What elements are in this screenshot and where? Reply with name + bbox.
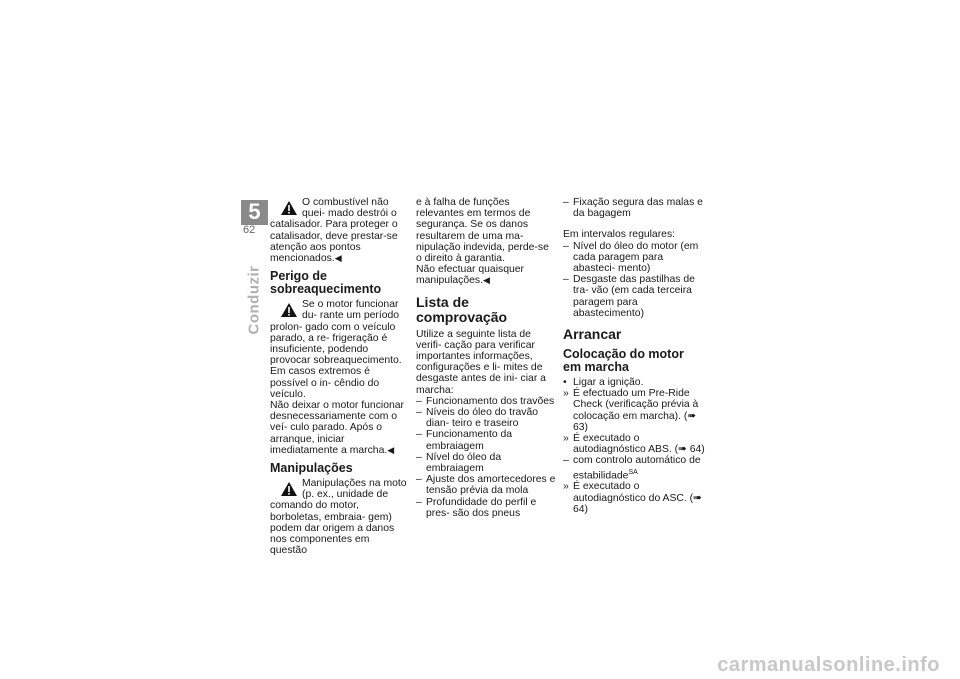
step-marker: »	[563, 481, 569, 493]
paragraph-overheating	[270, 299, 408, 400]
paragraph-no-manipulation	[416, 264, 556, 286]
paragraph-idle	[270, 400, 408, 456]
end-mark-icon: ◀	[334, 253, 342, 264]
checklist-continued	[563, 197, 705, 219]
watermark: carmanualsonline.info	[717, 653, 940, 676]
warning-icon	[280, 481, 298, 497]
text-lead: O combustível não quei-	[302, 197, 389, 220]
text-lead: Manipulações na moto (p.	[302, 478, 407, 501]
dash-marker: –	[563, 274, 569, 286]
list-text: Níveis do óleo do travão dian- teiro e traseiro	[426, 407, 539, 430]
list-text: Profundidade do perfil e pres- são dos pneus	[426, 496, 537, 519]
list-text: Funcionamento dos travões	[426, 395, 555, 407]
list-item	[416, 396, 556, 407]
step-marker: »	[563, 388, 569, 400]
list-item	[563, 274, 705, 319]
column-3	[563, 197, 705, 515]
dash-marker: –	[416, 395, 422, 407]
text-rest: ex., unidade de comando do motor, borboletas, embraia- gem) podem dar origem a danos nos componentes em questão	[270, 489, 395, 557]
checklist	[416, 396, 556, 519]
heading-start: Arrancar	[563, 326, 622, 343]
list-item	[416, 497, 556, 519]
dash-marker: –	[416, 496, 422, 508]
step-item	[563, 455, 705, 481]
step-text: Ligar a ignição.	[573, 377, 644, 389]
chapter-number: 5	[241, 200, 268, 224]
step-marker: –	[563, 455, 569, 467]
paragraph-checklist-intro: Utilize a seguinte lista de verifi- cação para verificar importantes informações, configurações e li- mites de desgaste antes de ini- ciar a marcha:	[416, 328, 546, 396]
paragraph-catalyst	[270, 197, 408, 264]
list-item	[416, 452, 556, 474]
section-label: Conduzir	[245, 265, 263, 335]
heading-overheating: Perigo de sobreaquecimento	[270, 269, 382, 297]
step-marker: •	[563, 377, 567, 389]
column-1	[270, 197, 408, 556]
step-item	[563, 377, 705, 388]
page-number: 62	[243, 224, 256, 236]
heading-checklist: Lista de comprovação	[416, 293, 508, 325]
list-text: Desgaste das pastilhas de tra- vão (em cada terceira paragem para abastecimento)	[573, 274, 695, 319]
list-item	[416, 407, 556, 429]
list-item	[416, 474, 556, 496]
list-item	[416, 429, 556, 451]
column-2	[416, 197, 556, 519]
text: Não efectuar quaisquer manipulações.	[416, 264, 525, 287]
text-rest: mado destrói o catalisador. Para proteger o catalisador, deve prestar-se atenção aos pontos mencionados.	[270, 208, 398, 265]
paragraph-intervals: Em intervalos regulares:	[563, 229, 676, 241]
list-text: Nível do óleo do motor (em cada paragem para abasteci- mento)	[573, 240, 699, 275]
text: Não deixar o motor funcionar desnecessariamente com o veí- culo parado. Após o arranque, iniciar imediatamente a marcha.	[270, 400, 404, 456]
heading-engine-start: Colocação do motor em marcha	[563, 347, 684, 375]
step-text: É efectuado um Pre-Ride Check (verificação prévia à colocação em marcha). (➠ 63)	[573, 388, 699, 433]
warning-icon	[280, 200, 298, 216]
dash-marker: –	[563, 240, 569, 252]
list-text: Nível do óleo da embraiagem	[426, 451, 502, 475]
dash-marker: –	[416, 429, 422, 441]
end-mark-icon: ◀	[387, 444, 395, 455]
text-rest: rante um período prolon- gado com o veículo parado, a re- frigeração é insuficiente, podendo provocar sobreaquecimento. Em casos extremos é possível o in- cêndio do veículo.	[270, 310, 402, 400]
option-superscript: SA	[628, 468, 638, 476]
dash-marker: –	[416, 407, 422, 419]
dash-marker: –	[416, 474, 422, 486]
list-item	[563, 197, 705, 219]
list-item	[563, 241, 705, 275]
end-mark-icon: ◀	[483, 275, 490, 286]
step-item	[563, 433, 705, 455]
warning-icon	[280, 302, 298, 318]
step-text: É executado o autodiagnóstico ABS. (➠ 64)	[573, 433, 705, 456]
list-text: Ajuste dos amortecedores e tensão prévia da mola	[426, 474, 556, 497]
heading-manipulations: Manipulações	[270, 461, 353, 476]
list-text: Fixação segura das malas e da bagagem	[573, 197, 703, 220]
dash-marker: –	[416, 451, 422, 463]
start-steps	[563, 377, 705, 515]
step-item	[563, 481, 705, 515]
dash-marker: –	[563, 197, 569, 208]
paragraph-warranty: e à falha de funções relevantes em termos de segurança. Se os danos resultarem de uma ma- nipulação indevida, perde-se o direito à garantia.	[416, 197, 549, 265]
list-text: Funcionamento da embraiagem	[426, 429, 513, 452]
step-text: com controlo automático de estabilidade	[573, 455, 701, 482]
step-marker: »	[563, 433, 569, 445]
paragraph-manipulations	[270, 478, 408, 556]
step-text: É executado o autodiagnóstico do ASC. (➠ 64)	[573, 481, 702, 515]
step-item	[563, 388, 705, 433]
text-lead: Se o motor funcionar du-	[302, 299, 399, 322]
interval-list	[563, 241, 705, 319]
